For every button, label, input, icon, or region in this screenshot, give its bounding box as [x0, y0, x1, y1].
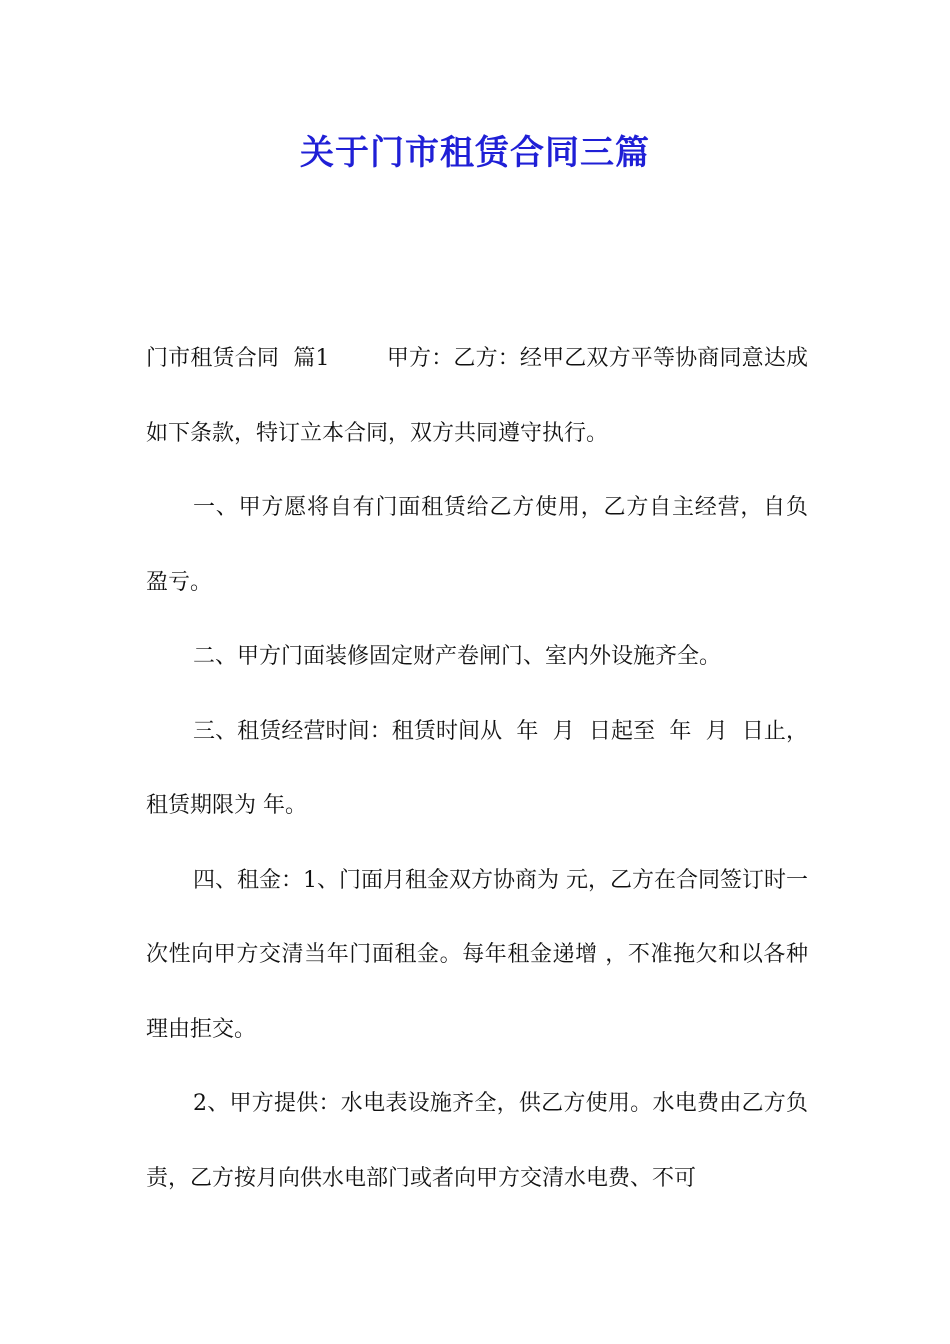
paragraph-intro: 门市租赁合同 篇1 甲方：乙方：经甲乙双方平等协商同意达成如下条款，特订立本合同，双方共同遵守执行。 — [146, 346, 808, 446]
paragraph-clause-4: 四、租金：1、门面月租金双方协商为 元，乙方在合同签订时一次性向甲方交清当年门面租金。每年租金递增 ，不准拖欠和以各种理由拒交。 — [146, 867, 808, 1042]
document-title: 关于门市租赁合同三篇 — [300, 133, 650, 173]
paragraph-clause-1: 一、甲方愿将自有门面租赁给乙方使用，乙方自主经营，自负盈亏。 — [146, 495, 808, 595]
paragraph-clause-2: 二、甲方门面装修固定财产卷闸门、室内外设施齐全。 — [193, 644, 722, 669]
document-body — [146, 322, 808, 1216]
paragraph-clause-3: 三、租赁经营时间：租赁时间从 年 月 日起至 年 月 日止，租赁期限为 年。 — [146, 718, 808, 818]
paragraph-clause-4-2: 2、甲方提供：水电表设施齐全，供乙方使用。水电费由乙方负责，乙方按月向供水电部门或者向甲方交清水电费、不可 — [146, 1091, 808, 1191]
